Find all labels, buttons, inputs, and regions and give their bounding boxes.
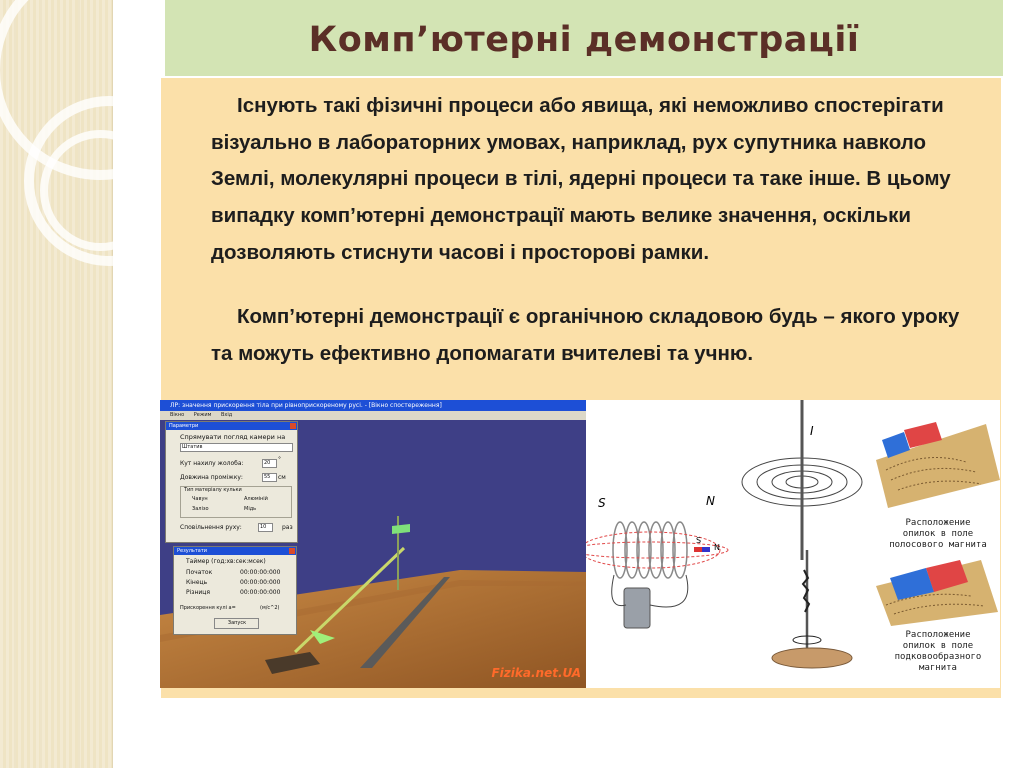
caption-line: полосового магнита [889,540,987,550]
timer-row-label: Різниця [186,589,210,596]
camera-label: Спрямувати погляд камери на [180,433,286,441]
caption-bar-magnet [876,518,1000,551]
material-option[interactable]: Мідь [244,506,257,512]
caption-line: Расположение [905,518,971,528]
material-option[interactable]: Чавун [192,496,208,502]
accel-label: Прискорення кулі а= [180,605,236,611]
paragraph-2 [211,299,981,372]
timer-row-label: Початок [186,569,213,576]
sim-watermark: Fizika.net.UA [491,666,581,680]
sim-window-title: ЛР: значення прискорення тіла при рівноприскореному русі. - [Вікно спостереження] [160,400,586,411]
accel-unit: (м/с^2) [260,605,280,611]
title-band [165,0,1003,76]
timer-row-label: Кінець [186,579,208,586]
pole-label: N [714,543,720,552]
physics-illustrations [586,400,1000,688]
results-panel [173,546,297,635]
compass-needle [702,547,710,552]
slowdown-input[interactable]: 10 [258,523,273,532]
battery [624,588,650,628]
start-button[interactable]: Запуск [214,618,259,629]
pole-label: N [706,494,715,508]
sim-menu-bar [160,411,586,420]
simulation-screenshot [160,400,586,688]
bar-magnet-drawing [876,422,1000,508]
compass-needle [694,547,702,552]
angle-unit: ° [278,456,281,463]
close-icon[interactable] [290,423,296,429]
length-unit: см [278,474,286,481]
slowdown-label: Сповільнення руху: [180,524,242,531]
pole-label: S [598,496,606,510]
pole-label: S [696,536,702,545]
timer-row-value: 00:00:00:000 [240,579,281,586]
angle-input[interactable]: 20 [262,459,277,468]
material-label: Тип матеріалу кульки [184,487,242,493]
length-label: Довжина проміжку: [180,474,243,481]
paragraph-2-text: Комп’ютерні демонстрації є органічною складовою будь – якого уроку та можуть ефективно допомагати вчителеві та учню. [211,305,960,365]
angle-label: Кут нахилу жолоба: [180,460,244,467]
paragraph-1-text: Існують такі фізичні процеси або явища, які неможливо спостерігати візуально в лабораторних умовах, наприклад, рух супутника навколо Землі, молекулярні процеси в тілі, ядерні процеси та таке інше. В цьому випадку комп’ютерні демонстрації мають велике значення, оскільки дозволяють стиснути часові і просторові рамки. [211,94,951,264]
horseshoe-magnet-drawing [876,560,998,626]
material-option[interactable]: Алюміній [244,496,268,502]
caption-line: магнита [919,663,957,673]
sim-menu-item: Вікно [170,412,185,418]
timer-label: Таймер (год:хв:сек:мсек) [186,558,266,565]
slowdown-unit: раз [282,524,293,531]
caption-line: подковообразного [894,652,982,662]
solenoid-drawing [586,522,728,628]
camera-select[interactable]: Штатив [180,443,293,452]
results-panel-title: Результати [174,547,296,555]
caption-horseshoe-magnet [876,630,1000,674]
caption-line: опилок в поле [902,641,974,651]
params-panel [165,421,298,543]
conductor-base [772,648,852,668]
decorative-ring [40,130,161,251]
material-option[interactable]: Залізо [192,506,209,512]
params-panel-title: Параметри [166,422,297,430]
page-title: Комп’ютерні демонстрації [308,20,860,60]
sim-menu-item: Режим [193,412,212,418]
caption-line: Расположение [905,630,971,640]
illustrations-row [160,400,1000,688]
timer-row-value: 00:00:00:000 [240,569,281,576]
paragraph-1 [211,88,981,272]
camera-marker [392,524,410,534]
caption-line: опилок в поле [902,529,974,539]
sim-menu-item: Вхід [220,412,233,418]
length-input[interactable]: 55 [262,473,277,482]
timer-row-value: 00:00:00:000 [240,589,281,596]
current-field-drawing [742,400,862,668]
close-icon[interactable] [289,548,295,554]
current-label: I [810,424,814,438]
